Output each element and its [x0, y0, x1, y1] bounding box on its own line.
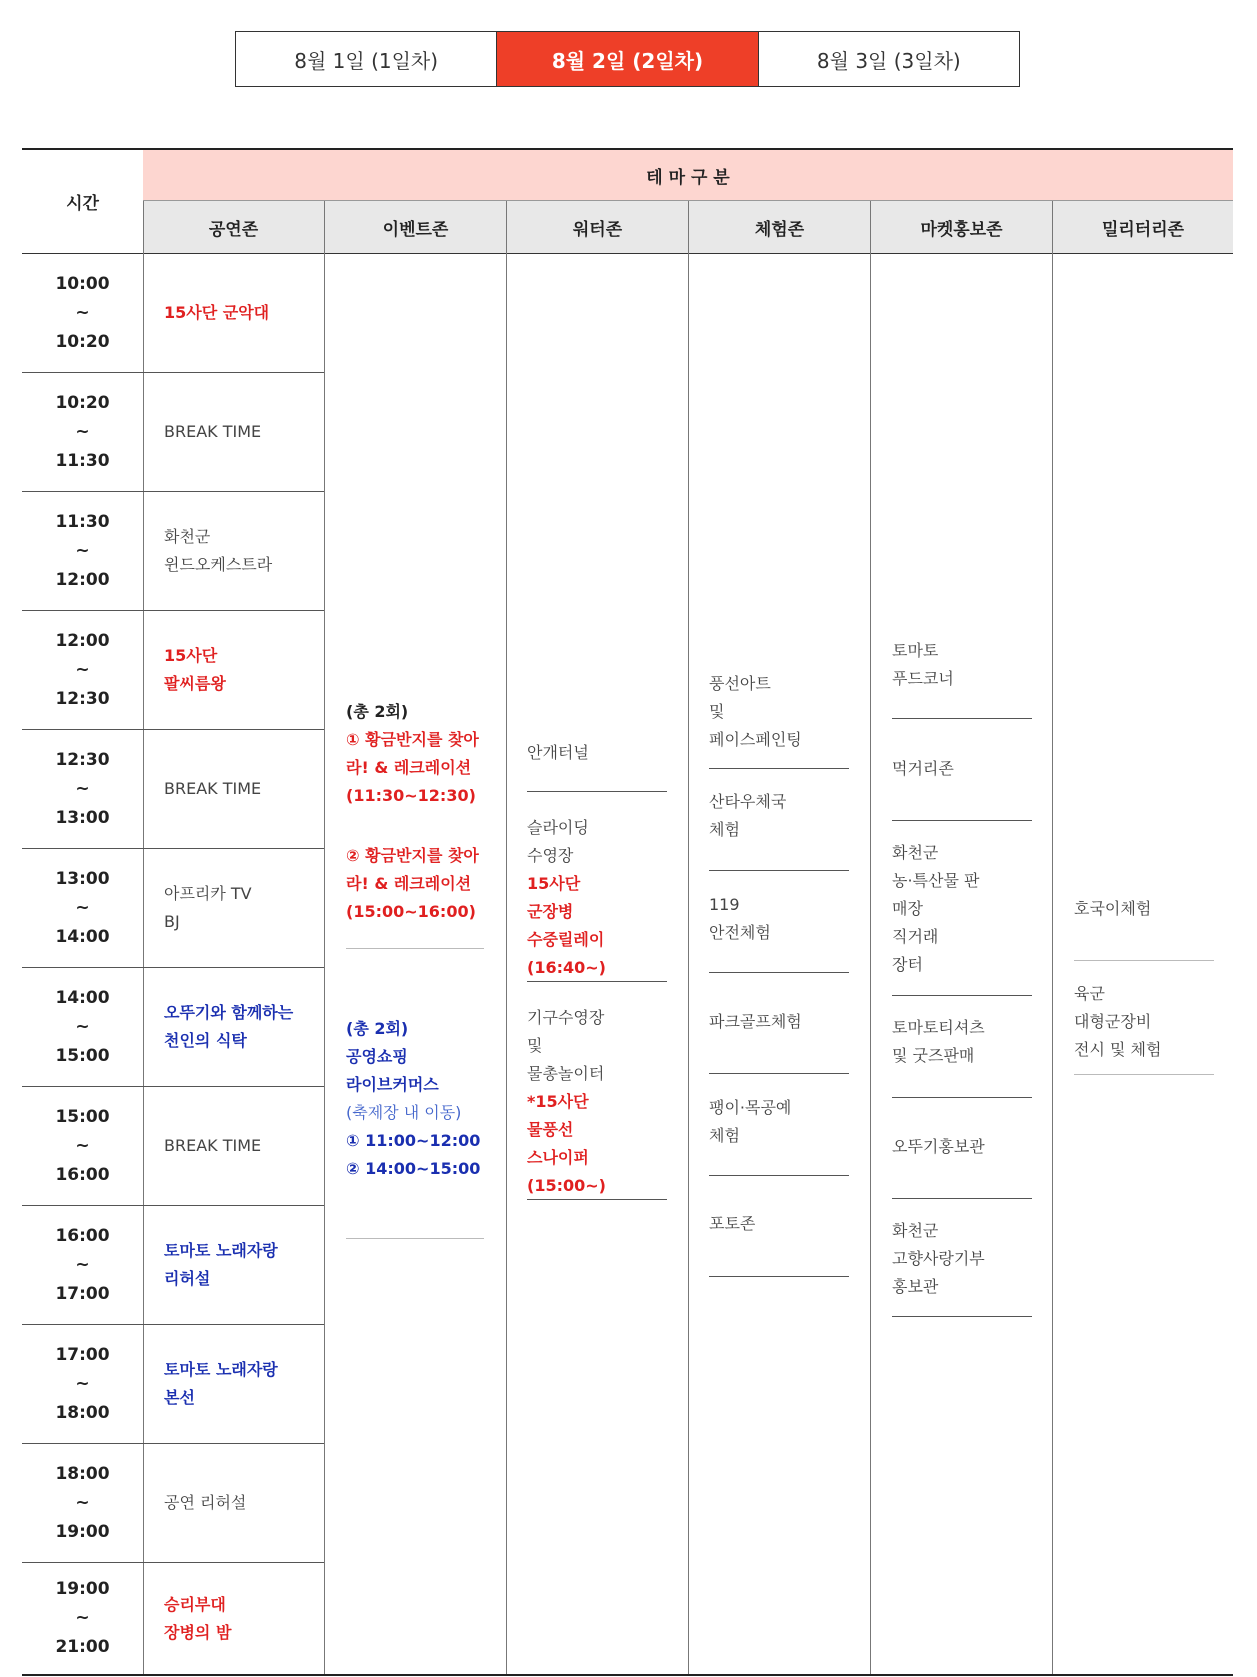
military-item: 호국이체험	[1074, 899, 1152, 918]
experience-divider	[709, 1276, 849, 1277]
military-divider	[1074, 960, 1214, 961]
table-row	[22, 1325, 324, 1444]
water-item-3-event: *15사단 물풍선 스나이퍼 (15:00~)	[527, 1092, 606, 1195]
column-divider	[870, 201, 871, 1676]
schedule-table	[22, 148, 1233, 1676]
experience-item: 산타우체국 체험	[709, 792, 787, 839]
theme-header: 테 마 구 분	[143, 150, 1233, 201]
table-row	[22, 849, 324, 968]
performance-item: 공연 리허설	[164, 1493, 247, 1512]
event-divider	[346, 1238, 484, 1239]
market-divider	[892, 718, 1032, 719]
time-range: 17:00 ~ 18:00	[55, 1344, 110, 1423]
table-row	[22, 1206, 324, 1325]
market-divider	[892, 995, 1032, 996]
column-divider	[1052, 201, 1053, 1676]
zone-header-military: 밀리터리존	[1053, 201, 1233, 254]
experience-divider	[709, 768, 849, 769]
experience-item: 파크골프체험	[709, 1012, 802, 1031]
event-block-1-item-2: ② 황금반지를 찾아 라! & 레크레이션 (15:00~16:00)	[346, 846, 479, 921]
event-block-2-note: (축제장 내 이동)	[346, 1103, 462, 1122]
experience-divider	[709, 870, 849, 871]
table-row	[22, 1087, 324, 1206]
military-item: 육군 대형군장비 전시 및 체험	[1074, 984, 1162, 1059]
market-divider	[892, 1198, 1032, 1199]
time-column-header: 시간	[22, 150, 143, 254]
performance-item: 화천군 윈드오케스트라	[164, 527, 273, 574]
market-item: 먹거리존	[892, 759, 954, 778]
zone-header-market: 마켓홍보존	[871, 201, 1052, 254]
time-range: 12:00 ~ 12:30	[55, 630, 110, 709]
table-row	[22, 968, 324, 1087]
experience-item: 포토존	[709, 1214, 756, 1233]
time-range: 15:00 ~ 16:00	[55, 1106, 110, 1185]
event-block-2-title: (총 2회) 공영쇼핑 라이브커머스	[346, 1019, 439, 1094]
zone-header-experience: 체험존	[689, 201, 870, 254]
performance-item: 아프리카 TV BJ	[164, 884, 252, 931]
time-range: 14:00 ~ 15:00	[55, 987, 110, 1066]
market-item: 화천군 고향사랑기부 홍보관	[892, 1221, 985, 1296]
performance-item: BREAK TIME	[164, 779, 262, 798]
zone-header-water: 워터존	[507, 201, 688, 254]
market-divider	[892, 1316, 1032, 1317]
event-block-2-times: ① 11:00~12:00 ② 14:00~15:00	[346, 1131, 481, 1178]
water-item-2-event: 15사단 군장병 수중릴레이 (16:40~)	[527, 874, 606, 977]
column-divider	[324, 201, 325, 1676]
market-item: 오뚜기홍보관	[892, 1137, 985, 1156]
market-item: 화천군 농·특산물 판 매장 직거래 장터	[892, 843, 980, 974]
table-row	[22, 254, 324, 373]
time-range: 16:00 ~ 17:00	[55, 1225, 110, 1304]
performance-item: 15사단 군악대	[164, 303, 270, 322]
tab-day-1[interactable]: 8월 1일 (1일차)	[294, 48, 439, 73]
table-row	[22, 492, 324, 611]
experience-item: 풍선아트 및 페이스페인팅	[709, 674, 802, 749]
performance-item: 오뚜기와 함께하는 천인의 식탁	[164, 1003, 294, 1050]
experience-divider	[709, 1073, 849, 1074]
day-tabs	[235, 31, 1020, 87]
time-range: 11:30 ~ 12:00	[55, 511, 110, 590]
water-item-3-label: 기구수영장 및 물총놀이터	[527, 1008, 605, 1083]
experience-item: 팽이·목공예 체험	[709, 1098, 792, 1145]
table-row	[22, 730, 324, 849]
tab-day-3[interactable]: 8월 3일 (3일차)	[758, 32, 1019, 86]
column-divider	[688, 201, 689, 1676]
experience-divider	[709, 972, 849, 973]
market-item: 토마토 푸드코너	[892, 641, 954, 688]
performance-item: 토마토 노래자랑 본선	[164, 1360, 278, 1407]
table-row	[22, 373, 324, 492]
experience-item: 119 안전체험	[709, 895, 771, 942]
time-range: 18:00 ~ 19:00	[55, 1463, 110, 1542]
zone-header-event: 이벤트존	[325, 201, 506, 254]
table-bottom-border	[22, 1674, 1233, 1676]
performance-item: 토마토 노래자랑 리허설	[164, 1241, 278, 1288]
zone-header-performance: 공연존	[143, 201, 324, 254]
performance-item: 15사단 팔씨름왕	[164, 646, 226, 693]
market-divider	[892, 820, 1032, 821]
market-item: 토마토티셔츠 및 굿즈판매	[892, 1018, 985, 1065]
performance-item: 승리부대 장병의 밤	[164, 1594, 232, 1642]
time-range: 10:00 ~ 10:20	[55, 273, 110, 352]
water-divider	[527, 791, 667, 792]
performance-item: BREAK TIME	[164, 422, 262, 441]
table-row	[22, 1563, 324, 1674]
market-divider	[892, 1097, 1032, 1098]
event-divider	[346, 948, 484, 949]
water-divider	[527, 981, 667, 982]
time-range: 10:20 ~ 11:30	[55, 392, 110, 471]
tab-day-2[interactable]: 8월 2일 (2일차)	[496, 32, 757, 86]
military-divider	[1074, 1074, 1214, 1075]
time-range: 12:30 ~ 13:00	[55, 749, 110, 828]
time-range: 19:00 ~ 21:00	[55, 1579, 110, 1657]
event-block-1-title: (총 2회)	[346, 702, 409, 721]
experience-divider	[709, 1175, 849, 1176]
performance-item: BREAK TIME	[164, 1136, 262, 1155]
table-row	[22, 1444, 324, 1563]
event-block-1-item-1: ① 황금반지를 찾아 라! & 레크레이션 (11:30~12:30)	[346, 730, 479, 805]
water-item-1: 안개터널	[527, 743, 589, 762]
column-divider	[506, 201, 507, 1676]
table-row	[22, 611, 324, 730]
time-range: 13:00 ~ 14:00	[55, 868, 110, 947]
water-divider	[527, 1199, 667, 1200]
water-item-2-label: 슬라이딩 수영장	[527, 818, 589, 865]
